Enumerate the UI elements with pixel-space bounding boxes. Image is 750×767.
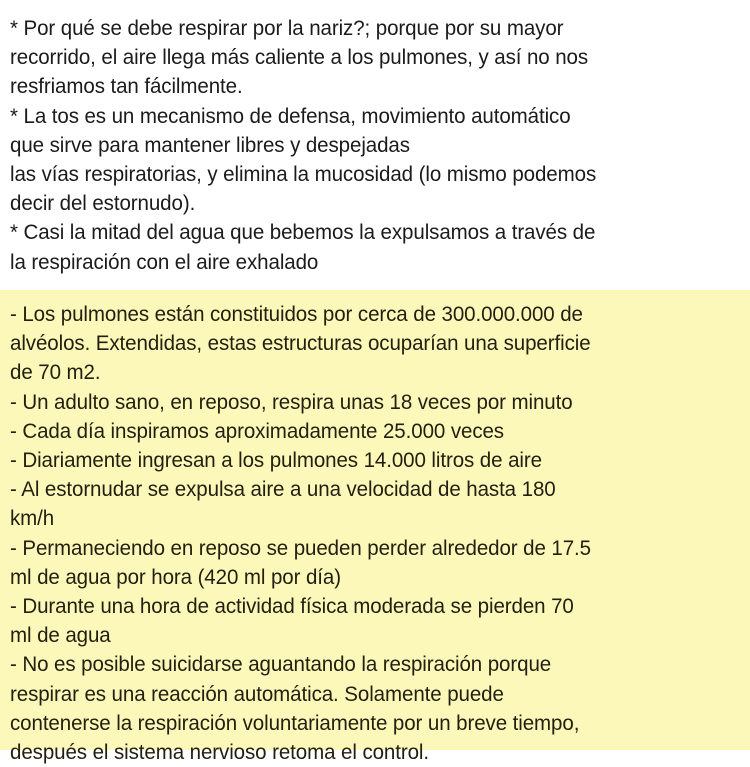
text-line: que sirve para mantener libres y despejadas: [10, 132, 410, 157]
text-line: - Diariamente ingresan a los pulmones 14.000 litros de aire: [10, 448, 542, 473]
text-line: ml de agua: [10, 623, 111, 648]
text-line: * La tos es un mecanismo de defensa, movimiento automático: [10, 103, 571, 128]
text-line: - Los pulmones están constituidos por cerca de 300.000.000 de: [10, 302, 583, 326]
text-line: contenerse la respiración voluntariamente por un breve tiempo,: [10, 710, 580, 735]
text-line: de 70 m2.: [10, 360, 101, 385]
text-line: - Al estornudar se expulsa aire a una velocidad de hasta 180: [10, 477, 556, 502]
text-line: - Un adulto sano, en reposo, respira unas 18 veces por minuto: [10, 389, 573, 414]
text-line: - No es posible suicidarse aguantando la respiración porque: [10, 652, 552, 677]
text-line: resfriamos tan fácilmente.: [10, 74, 243, 99]
text-line: - Permaneciendo en reposo se pueden perder alrededor de 17.5: [10, 535, 591, 560]
text-line: decir del estornudo).: [10, 191, 196, 216]
text-line: - Durante una hora de actividad física moderada se pierden 70: [10, 594, 574, 619]
text-line: * Casi la mitad del agua que bebemos la expulsamos a través de: [10, 220, 596, 245]
text-line: km/h: [10, 506, 55, 531]
intro-facts-section: [0, 0, 750, 277]
text-line: respirar es una reacción automática. Solamente puede: [10, 681, 504, 706]
text-line: ml de agua por hora (420 ml por día): [10, 564, 341, 589]
text-line: las vías respiratorias, y elimina la mucosidad (lo mismo podemos: [10, 162, 597, 187]
text-line: * Por qué se debe respirar por la nariz?; porque por su mayor: [10, 16, 564, 40]
text-line: recorrido, el aire llega más caliente a los pulmones, y así no nos: [10, 45, 589, 70]
text-line: alvéolos. Extendidas, estas estructuras ocuparían una superficie: [10, 331, 591, 356]
text-line: la respiración con el aire exhalado: [10, 249, 319, 274]
text-line: - Cada día inspiramos aproximadamente 25.000 veces: [10, 418, 504, 443]
data-facts-highlight-section: [0, 290, 750, 765]
text-line: después el sistema nervioso retoma el control.: [10, 740, 430, 765]
